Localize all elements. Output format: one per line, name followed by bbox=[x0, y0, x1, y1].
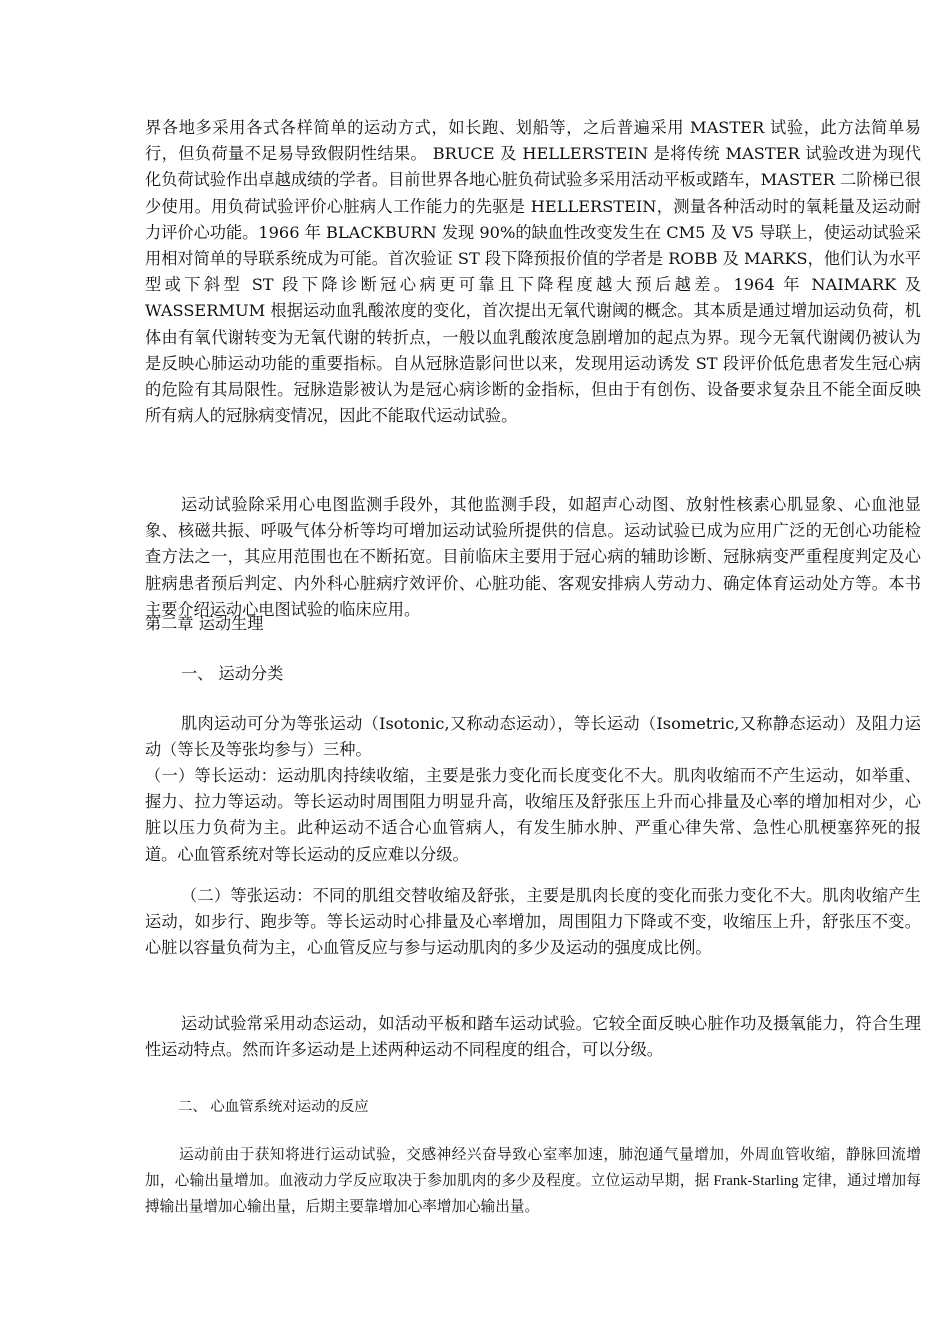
paragraph-isotonic: （二）等张运动：不同的肌组交替收缩及舒张，主要是肌肉长度的变化而张力变化不大。肌肉收缩产生运动，如步行、跑步等。等长运动时心排量及心率增加，周围阻力下降或不变，收缩压上升，舒张压不变。心脏以容量负荷为主，心血管反应与参与运动肌肉的多少及运动的强度成比例。 bbox=[145, 886, 921, 958]
paragraph-muscle-types: 肌肉运动可分为等张运动（Isotonic,又称动态运动），等长运动（Isometric,又称静态运动）及阻力运动（等长及等张均参与）三种。 bbox=[145, 714, 921, 760]
paragraph-isometric: （一）等长运动：运动肌肉持续收缩，主要是张力变化而长度变化不大。肌肉收缩而不产生运动，如举重、握力、拉力等运动。等长运动时周围阻力明显升高，收缩压及舒张压上升而心排量及心率的增加相对少，心脏以压力负荷为主。此种运动不适合心血管病人，有发生肺水肿、严重心律失常、急性心肌梗塞猝死的报道。心血管系统对等长运动的反应难以分级。 bbox=[145, 766, 921, 864]
paragraph-exercise-test: 运动试验常采用动态运动，如活动平板和踏车运动试验。它较全面反映心脏作功及摄氧能力，符合生理性运动特点。然而许多运动是上述两种运动不同程度的组合，可以分级。 bbox=[145, 1014, 921, 1060]
chapter-heading: 第二章 运动生理 bbox=[145, 614, 264, 633]
section-heading-classification: 一、 运动分类 bbox=[181, 664, 284, 683]
paragraph-cardio-response: 运动前由于获知将进行运动试验，交感神经兴奋导致心室率加速，肺泡通气量增加，外周血管收缩，静脉回流增加，心输出量增加。血液动力学反应取决于参加肌肉的多少及程度。立位运动早期，据 Frank-Starling 定律，通过增加每搏输出量增加心输出量，后期主要靠增加心率增加心输出量。 bbox=[145, 1147, 921, 1215]
paragraph-monitoring: 运动试验除采用心电图监测手段外，其他监测手段，如超声心动图、放射性核素心肌显象、心血池显象、核磁共振、呼吸气体分析等均可增加运动试验所提供的信息。运动试验已成为应用广泛的无创心功能检查方法之一，其应用范围也在不断拓宽。目前临床主要用于冠心病的辅助诊断、冠脉病变严重程度判定及心脏病患者预后判定、内外科心脏病疗效评价、心脏功能、客观安排病人劳动力、确定体育运动处方等。本书主要介绍运动心电图试验的临床应用。 bbox=[145, 495, 921, 619]
section-heading-cardio-response: 二、 心血管系统对运动的反应 bbox=[178, 1099, 369, 1115]
paragraph-history: 界各地多采用各式各样简单的运动方式，如长跑、划船等，之后普遍采用 MASTER 试验，此方法简单易行，但负荷量不足易导致假阴性结果。 BRUCE 及 HELLERSTEIN 是将传统 MASTER 试验改进为现代化负荷试验作出卓越成绩的学者。目前世界各地心脏负荷试验多采用活动平板或踏车，MASTER 二阶梯已很少使用。用负荷试验评价心脏病人工作能力的先驱是 HELLERSTEIN，测量各种活动时的氧耗量及运动耐力评价心功能。1966 年 BLACKBURN 发现 90%的缺血性改变发生在 CM5 及 V5 导联上，使运动试验采用相对简单的导联系统成为可能。首次验证 ST 段下降预报价值的学者是 ROBB 及 MARKS，他们认为水平型或下斜型 ST 段下降诊断冠心病更可靠且下降程度越大预后越差。1964 年 NAIMARK 及 WASSERMUM 根据运动血乳酸浓度的变化，首次提出无氧代谢阈的概念。其本质是通过增加运动负荷，机体由有氧代谢转变为无氧代谢的转折点，一般以血乳酸浓度急剧增加的起点为界。现今无氧代谢阈仍被认为是反映心肺运动功能的重要指标。自从冠脉造影问世以来，发现用运动诱发 ST 段评价低危患者发生冠心病的危险有其局限性。冠脉造影被认为是冠心病诊断的金指标，但由于有创伤、设备要求复杂且不能全面反映所有病人的冠脉病变情况，因此不能取代运动试验。 bbox=[145, 118, 921, 426]
